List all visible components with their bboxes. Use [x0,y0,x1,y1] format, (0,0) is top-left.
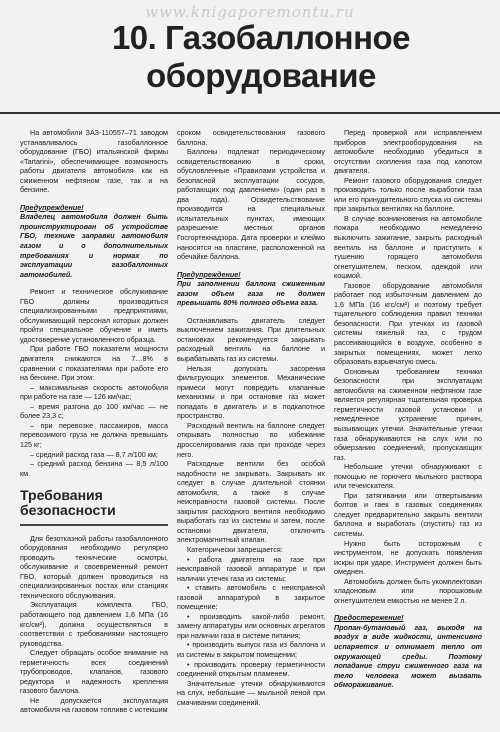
watermark: www.knigaporemontu.ru [145,3,355,21]
text-column-3 [334,128,482,690]
paragraph: Основным требованием техники безопасности при эксплуатации автомобиля на сжиженном нефтяном газе является регулярная тщательная проверка герметичности газовой установки и немедленное устранение причин, вызывающих утечки. Значительные утечки газа обнаруживаются на слух или по обмерзанию соединений, пропускающих газ. [334,366,482,462]
section-heading [20,488,168,518]
paragraph: Нужно быть осторожным с инструментом, не допускать появления искры при ударе. Инструмент должен быть омеднен. [334,538,482,577]
list-item: – время разгона до 100 км/час — не более 23,3 с; [20,401,168,421]
paragraph: Расходные вентили без особой надобности не закрывать. Закрывать их следует в случае длительной стоянки автомобиля, а также в случае неисправности газовой системы. После закрытия расходного вентиля необходимо выработать газ из системы и затем, после остановки двигателя, отключить электромагнитный клапан. [177,459,325,545]
paragraph: Для безотказной работы газобаллонного оборудования необходимо регулярно проводить технические осмотры, обслуживание и своевременный ремонт ГБО, который должен проводиться на специализированных постах или станциях технического обслуживания. [20,533,168,600]
paragraph: Нельзя допускать засорения фильтрующих элементов. Механические примеси могут повредить клапанные механизмы и при остановке газ может попадать в двигатель и в подкапотное пространство. [177,363,325,421]
paragraph: Останавливать двигатель следует выключением зажигания. При длительных остановках рекомендуется закрывать расходный вентиль на баллоне и вырабатывать газ из системы. [177,315,325,364]
list-item: – средний расход бензина — 8,5 л/100 км. [20,459,168,478]
chapter-title-line2: оборудование [146,57,376,94]
paragraph: Категорически запрещается: [187,544,283,554]
warning-title: Предупреждение! [20,202,84,212]
list-item: – средний расход газа — 8,7 л/100 км; [30,449,158,459]
section-heading-line1: Требования [20,487,103,504]
warning-title: Предупреждение! [177,269,241,279]
warning-text: Владелец автомобиля должен быть проинструктирован об устройстве ГБО, технике заправки автомобиля газом и о дополнительных требованиях и нормах по эксплуатации газобаллонных автомобилей. [20,212,168,279]
warning-text: При заполнении баллона сжиженным газом объем газа не должен превышать 80% полного объема газа. [177,279,325,308]
paragraph: На автомобили ЗАЗ-110557–71 заводом устанавливалось газобаллонное оборудование (ГБО) итальянской фирмы «Tartarini», обеспечивающее возможность работы двигателя автомобиля как на сжиженном нефтяном газе, так и на бензине. [20,128,168,195]
paragraph: Следует обращать особое внимание на герметичность всех соединений трубопроводов, клапанов, газового редуктора и надежность крепления газового баллона. [20,648,168,696]
paragraph: Газовое оборудование автомобиля работает под избыточным давлением до 1,6 МПа (16 кгс/см²) и поэтому требует тщательного соблюдения правил техники безопасности. При утечках из газовой системы тяжелый газ, с трудом рассеивающийся в воздухе, особенно в закрытых помещениях, может легко образовать взрывчатую смесь. [334,280,482,367]
paragraph: При работе ГБО показатели мощности двигателя снижаются на 7…8% в сравнении с показателями при работе его на бензине. При этом: [20,344,168,383]
paragraph: Значительные утечки обнаруживаются на слух, небольшие — мыльной пеной при смачивании соединений. [177,678,325,707]
list-item: – максимальная скорость автомобиля при работе на газе — 126 км/час; [20,382,168,402]
paragraph: Небольшие утечки обнаруживают с помощью не горючего мыльного раствора или течеискателя. [334,462,482,491]
text-column-1 [20,128,168,715]
section-heading-line2: безопасности [20,502,116,519]
title-divider [0,112,500,114]
section-divider [20,524,168,526]
paragraph: Не допускается эксплуатация автомобиля на газовом топливе с истекшим [20,695,168,715]
paragraph: Ремонт газового оборудования следует производить только после выработки газа или его принудительного спуска из системы при закрытых вентилях на баллоне. [334,175,482,214]
list-item: • производить выпуск газа из баллона и из системы в закрытом помещении; [177,640,325,659]
chapter-title [42,19,480,95]
paragraph: Ремонт и техническое обслуживание ГБО должны производиться специализированными предприятиями, обслуживающий персонал которых должен пройти специальное обучение и иметь удостоверение установленного образца. [20,287,168,344]
text-column-2 [177,128,325,707]
paragraph: При затягивании или отвертывании болтов и гаек в газовых соединениях следует предварительно закрыть вентили баллона и выработать (спустить) газ из системы. [334,490,482,538]
paragraph: Расходный вентиль на баллоне следует открывать полностью во избежание дросселирования газа при проходе через него. [177,420,325,459]
caution-text: Пропан-бутановый газ, выходя на воздух в виде жидкости, интенсивно испаряется и отнимает тепло от окружающей среды. Поэтому попадание струи сжиженного газа на тело человека может вызвать обмораживание. [334,622,482,690]
paragraph: сроком освидетельствования газового баллона. [177,128,325,147]
caution-title: Предостережение! [334,613,404,623]
paragraph: Автомобиль должен быть укомплектован хладоновым или порошковым огнетушителем емкостью не менее 2 л. [334,576,482,605]
list-item: • работа двигателя на газе при неисправной газовой аппаратуре и при наличии утечек газа из системы; [177,554,325,583]
list-item: • производить какой-либо ремонт, замену аппаратуры или основных агрегатов при наличии газа в системе питания; [177,611,325,640]
paragraph: Эксплуатация комплекта ГБО, работающего под давлением 1,6 МПа (16 кгс/см²), должна осуществляться в соответствии с требованиями настоящего руководства. [20,600,168,648]
paragraph: В случае возникновения на автомобиле пожара необходимо немедленно выключить зажигание, закрыть расходный вентиль на баллоне и приступить к тушению горящего автомобиля огнетушителем, песком, одеждой или кошмой. [334,213,482,281]
paragraph: Перед проверкой или исправлением приборов электрооборудования на автомобиле необходимо убедиться в отсутствии скопления газа под капотом двигателя. [334,128,482,176]
paragraph: Баллоны подлежат периодическому освидетельствованию в сроки, обусловленные «Правилами устройства и безопасной эксплуатации сосудов, работающих под давлением» (один раз в два года). Освидетельствование производится на специальных испытательных пунктах, имеющих разрешение местных органов Госгортехнадзора. Дата проверки и клеймо наносятся на пластине, расположенной на обечайке баллона. [177,147,325,262]
list-item: • ставить автомобиль с неисправной газовой аппаратурой в закрытое помещение; [177,583,325,612]
list-item: • производить проверку герметичности соединений открытым пламенем. [177,659,325,679]
list-item: – при перевозке пассажиров, масса перевозимого груза не должна превышать 125 кг; [20,420,168,449]
chapter-title-line1: 10. Газобаллонное [111,19,411,56]
